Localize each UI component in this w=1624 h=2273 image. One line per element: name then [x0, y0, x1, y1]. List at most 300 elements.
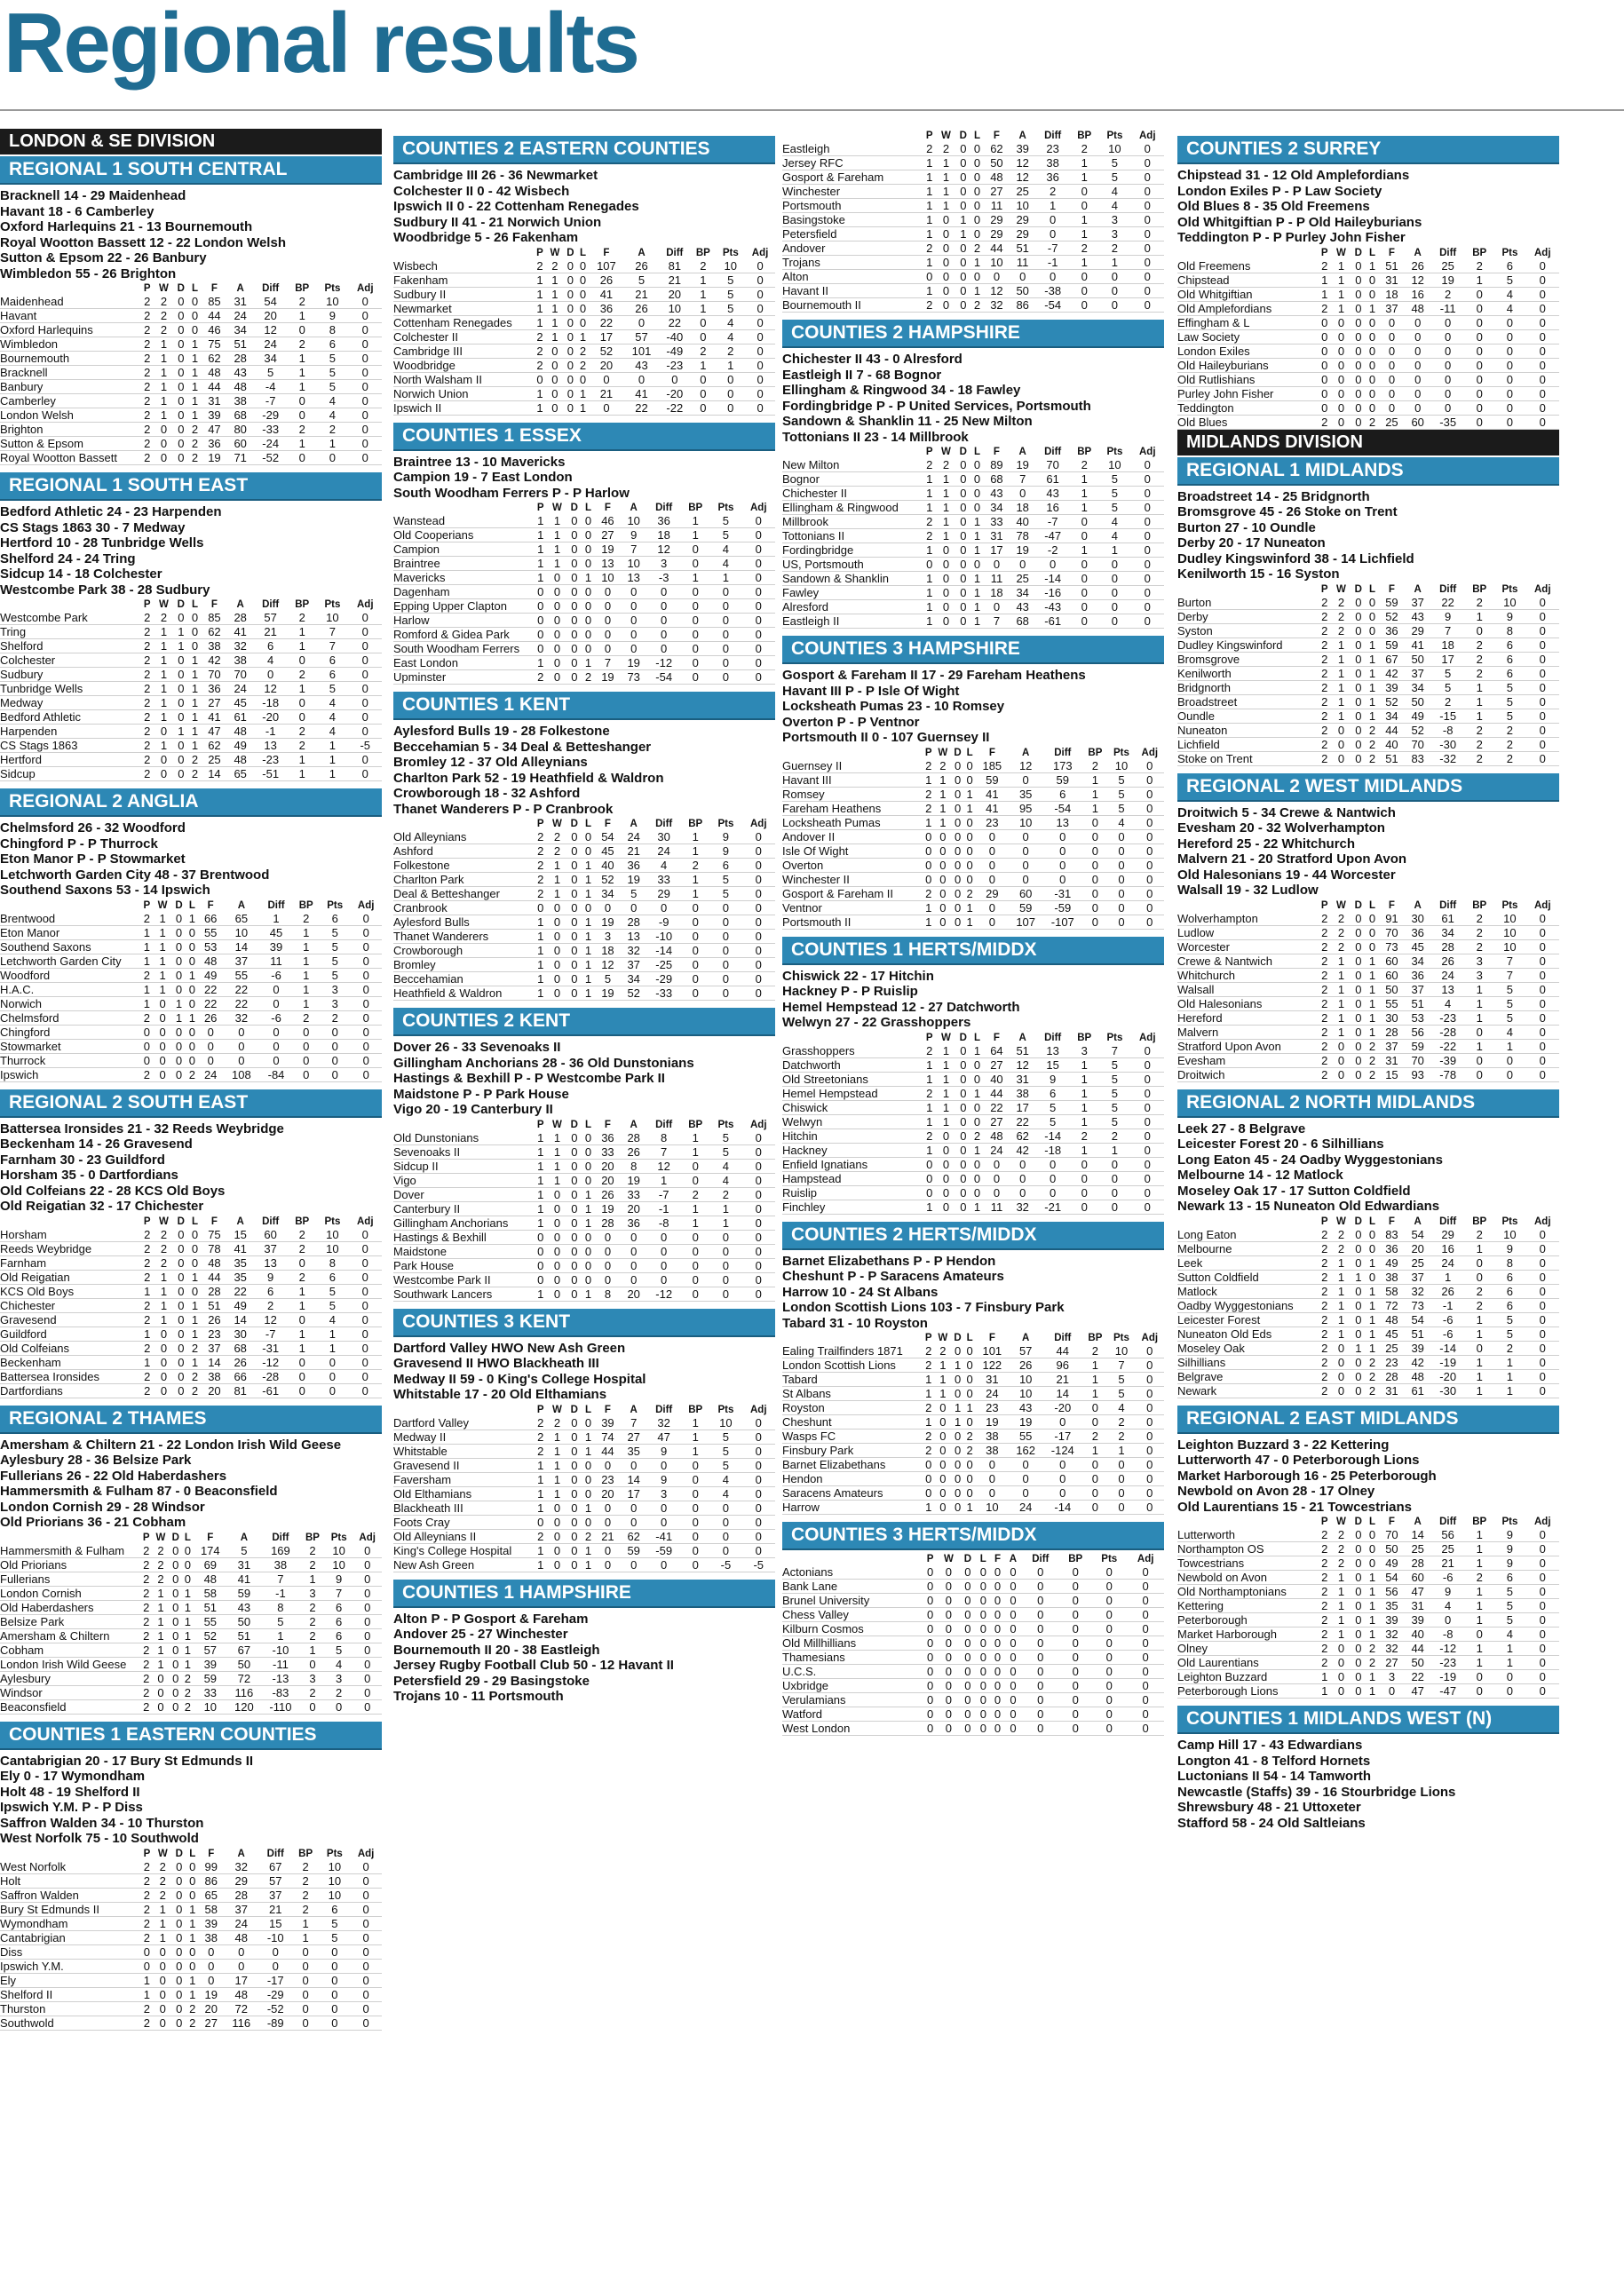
- stat-cell: 2: [140, 1614, 152, 1628]
- stat-cell: 0: [1059, 1707, 1091, 1722]
- stat-cell: -110: [261, 1699, 300, 1714]
- stat-cell: 1: [1070, 213, 1098, 227]
- stat-cell: 1: [1098, 543, 1130, 558]
- stat-cell: 0: [937, 1200, 956, 1214]
- stat-cell: 0: [1493, 1684, 1525, 1699]
- result-line: Lutterworth 47 - 0 Peterborough Lions: [1177, 1453, 1420, 1468]
- league-table: [1177, 1517, 1559, 1699]
- stat-cell: 36: [1405, 925, 1430, 939]
- stat-cell: 1: [1366, 694, 1379, 709]
- stat-cell: 1: [154, 1298, 174, 1312]
- stat-cell: 0: [1465, 1341, 1493, 1355]
- team-name: Lichfield: [1177, 737, 1318, 751]
- stat-cell: 5: [1493, 680, 1525, 694]
- stat-cell: 37: [1405, 1270, 1430, 1284]
- stat-cell: 0: [742, 1430, 776, 1444]
- team-name: Teddington: [1177, 400, 1318, 415]
- column-header: BP: [295, 283, 310, 294]
- stat-cell: 0: [1005, 1594, 1022, 1608]
- table-row: [0, 767, 382, 781]
- table-row: [0, 739, 382, 753]
- stat-cell: 0: [546, 400, 564, 415]
- stat-cell: 1: [937, 1044, 956, 1058]
- stat-cell: 18: [1430, 638, 1465, 652]
- stat-cell: 0: [154, 1383, 174, 1398]
- table-row: [782, 1693, 1164, 1707]
- stat-cell: 1: [154, 696, 174, 710]
- team-name: Saffron Walden: [0, 1888, 140, 1902]
- stat-cell: 31: [1405, 1599, 1430, 1613]
- stat-cell: 0: [1351, 652, 1366, 666]
- table-header-row: [1177, 900, 1559, 912]
- stat-cell: 1: [1332, 1599, 1351, 1613]
- stat-cell: 0: [1318, 329, 1332, 344]
- stat-cell: 1: [534, 301, 546, 315]
- stat-cell: 2: [1318, 1613, 1332, 1628]
- stat-cell: 1: [548, 859, 567, 873]
- stat-cell: 1: [534, 656, 548, 670]
- table-row: [782, 900, 1164, 915]
- stat-cell: 0: [577, 301, 589, 315]
- team-name: Stowmarket: [0, 1039, 140, 1053]
- stat-cell: 0: [1136, 801, 1164, 815]
- stat-cell: 7: [316, 625, 348, 639]
- table-header-row: [782, 1554, 1164, 1565]
- results-list: [782, 969, 1164, 1031]
- result-line: Ely 0 - 17 Wymondham: [0, 1769, 146, 1784]
- stat-cell: 0: [646, 901, 681, 915]
- stat-cell: 0: [1136, 1458, 1164, 1472]
- table-row: [0, 394, 382, 408]
- column-header: A: [237, 1848, 245, 1859]
- team-name: Camberley: [0, 394, 140, 408]
- stat-cell: 0: [566, 614, 582, 628]
- stat-cell: 0: [172, 954, 186, 968]
- stat-cell: 0: [564, 372, 577, 386]
- stat-cell: 38: [1035, 156, 1070, 170]
- stat-cell: 0: [582, 599, 595, 614]
- stat-cell: 0: [984, 1185, 1010, 1200]
- stat-cell: 2: [140, 1255, 154, 1270]
- stat-cell: 2: [1366, 751, 1379, 765]
- result-line: Sudbury II 41 - 21 Norwich Union: [393, 214, 602, 230]
- stat-cell: 1: [534, 1131, 548, 1145]
- stat-cell: 0: [566, 1430, 582, 1444]
- stat-cell: 0: [188, 1228, 202, 1242]
- stat-cell: 1: [923, 487, 937, 501]
- stat-cell: 2: [300, 1557, 325, 1572]
- stat-cell: 1: [548, 1472, 567, 1486]
- stat-cell: 3: [300, 1586, 325, 1600]
- stat-cell: 0: [742, 1529, 776, 1543]
- stat-cell: 1: [1493, 1642, 1525, 1656]
- stat-cell: 0: [1070, 1185, 1098, 1200]
- stat-cell: 1: [534, 930, 548, 944]
- stat-cell: 1: [709, 571, 741, 585]
- stat-cell: 59: [1379, 596, 1405, 610]
- stat-cell: -47: [1035, 529, 1070, 543]
- stat-cell: 0: [681, 1287, 709, 1301]
- team-name: Jersey RFC: [782, 156, 923, 170]
- column-header: Adj: [356, 1216, 374, 1227]
- stat-cell: 1: [951, 1358, 963, 1373]
- stat-cell: 0: [937, 213, 956, 227]
- stat-cell: 0: [173, 323, 188, 337]
- results-list: [1177, 1738, 1559, 1831]
- stat-cell: 2: [140, 611, 154, 625]
- stat-cell: 0: [1366, 358, 1379, 372]
- column-header: A: [1009, 1554, 1018, 1564]
- team-name: Finsbury Park: [782, 1444, 923, 1458]
- stat-cell: 0: [566, 887, 582, 901]
- results-list: [1177, 489, 1559, 582]
- stat-cell: 0: [1351, 723, 1366, 737]
- stat-cell: 32: [224, 1860, 259, 1874]
- result-line: Bromsgrove 45 - 26 Stoke on Trent: [1177, 504, 1398, 519]
- stat-cell: 0: [1042, 843, 1082, 858]
- table-row: [393, 571, 775, 585]
- stat-cell: 0: [955, 298, 970, 313]
- team-name: Leek: [1177, 1255, 1318, 1270]
- column-header: D: [1354, 583, 1362, 595]
- table-row: [0, 1916, 382, 1930]
- stat-cell: 1: [923, 256, 937, 270]
- stat-cell: 0: [742, 873, 776, 887]
- stat-cell: 39: [595, 1416, 621, 1430]
- stat-cell: 2: [152, 1572, 169, 1586]
- stat-cell: 0: [923, 1707, 938, 1722]
- result-line: Sandown & Shanklin 11 - 25 New Milton: [782, 414, 1033, 429]
- stat-cell: 0: [1131, 242, 1165, 256]
- stat-cell: 0: [709, 642, 741, 656]
- stat-cell: 0: [964, 843, 976, 858]
- stat-cell: 8: [316, 1255, 348, 1270]
- stat-cell: 37: [259, 1888, 292, 1902]
- stat-cell: 0: [1332, 1039, 1351, 1053]
- stat-cell: 0: [742, 543, 776, 557]
- stat-cell: 0: [1526, 709, 1560, 723]
- stat-cell: 0: [582, 1486, 595, 1501]
- team-name: Shelford II: [0, 1987, 140, 2001]
- stat-cell: 1: [182, 1614, 194, 1628]
- stat-cell: 0: [548, 1187, 567, 1201]
- stat-cell: 2: [1465, 723, 1493, 737]
- stat-cell: 0: [1091, 1651, 1127, 1665]
- stat-cell: 44: [1042, 1344, 1082, 1358]
- result-line: Burton 27 - 10 Oundle: [1177, 519, 1316, 535]
- column-header: P: [1320, 899, 1328, 911]
- stat-cell: 10: [975, 1501, 1009, 1515]
- stat-cell: 4: [1430, 1599, 1465, 1613]
- stat-cell: 0: [288, 323, 316, 337]
- stat-cell: 1: [154, 954, 172, 968]
- stat-cell: 0: [173, 1327, 188, 1341]
- stat-cell: 0: [742, 1416, 776, 1430]
- stat-cell: 0: [934, 886, 951, 900]
- stat-cell: 0: [1070, 1171, 1098, 1185]
- stat-cell: 0: [1526, 1369, 1560, 1383]
- stat-cell: 0: [742, 670, 776, 685]
- results-list: [1177, 1437, 1559, 1516]
- stat-cell: 0: [292, 1987, 320, 2001]
- stat-cell: 5: [1430, 680, 1465, 694]
- result-line: Chichester II 43 - 0 Alresford: [782, 352, 963, 367]
- stat-cell: 48: [984, 1129, 1010, 1143]
- stat-cell: 0: [1131, 543, 1165, 558]
- stat-cell: 0: [1091, 1594, 1127, 1608]
- stat-cell: 0: [534, 1258, 548, 1272]
- stat-cell: 0: [173, 408, 188, 423]
- column-header: Pts: [326, 1848, 343, 1859]
- stat-cell: 0: [1351, 273, 1366, 287]
- stat-cell: -124: [1042, 1444, 1082, 1458]
- stat-cell: -1: [1035, 256, 1070, 270]
- stat-cell: 0: [1379, 372, 1405, 386]
- stat-cell: 0: [970, 170, 984, 185]
- stat-cell: 0: [199, 1959, 224, 1973]
- stat-cell: 1: [1465, 1656, 1493, 1670]
- stat-cell: 0: [1136, 872, 1164, 886]
- stat-cell: 1: [534, 1159, 548, 1173]
- stat-cell: 2: [534, 887, 548, 901]
- stat-cell: 39: [1379, 680, 1405, 694]
- stat-cell: 0: [350, 1860, 382, 1874]
- stat-cell: 1: [923, 1143, 937, 1157]
- stat-cell: 5: [320, 939, 350, 954]
- stat-cell: 1: [292, 1916, 320, 1930]
- stat-cell: 0: [1526, 652, 1560, 666]
- table-row: [782, 170, 1164, 185]
- stat-cell: -23: [1430, 1656, 1465, 1670]
- stat-cell: -8: [1430, 723, 1465, 737]
- result-line: Old Whitgiftian P - P Old Haileyburians: [1177, 214, 1422, 230]
- column-header: Adj: [1137, 1554, 1154, 1564]
- stat-cell: 53: [1405, 1010, 1430, 1025]
- stat-cell: 0: [1136, 1358, 1164, 1373]
- stat-cell: 0: [1005, 1651, 1022, 1665]
- table-header-row: [393, 819, 775, 830]
- table-row: [1177, 1369, 1559, 1383]
- stat-cell: 0: [742, 1258, 776, 1272]
- column-header: P: [536, 247, 543, 258]
- stat-cell: 1: [534, 1543, 548, 1557]
- stat-cell: 0: [621, 901, 646, 915]
- table-row: [782, 801, 1164, 815]
- column-header: P: [143, 899, 151, 911]
- result-line: Farnham 30 - 23 Guildford: [0, 1152, 165, 1168]
- stat-cell: 4: [1430, 996, 1465, 1010]
- table-row: [782, 915, 1164, 929]
- stat-cell: 0: [745, 301, 775, 315]
- team-name: Barnet Elizabethans: [782, 1458, 923, 1472]
- stat-cell: 1: [546, 287, 564, 301]
- stat-cell: 2: [1318, 1628, 1332, 1642]
- stat-cell: 1: [534, 571, 548, 585]
- stat-cell: 0: [173, 1355, 188, 1369]
- table-row: [782, 1486, 1164, 1501]
- table-row: [1177, 1585, 1559, 1599]
- column-header: Adj: [1533, 247, 1551, 258]
- table-row: [782, 270, 1164, 284]
- stat-cell: 5: [1493, 709, 1525, 723]
- stat-cell: 1: [188, 337, 202, 352]
- team-name: West London: [782, 1722, 923, 1736]
- stat-cell: 7: [325, 1586, 353, 1600]
- stat-cell: -31: [1042, 886, 1082, 900]
- stat-cell: -8: [1430, 1628, 1465, 1642]
- stat-cell: 0: [1351, 358, 1366, 372]
- stat-cell: 1: [1366, 1312, 1379, 1327]
- column-header: BP: [1472, 247, 1487, 258]
- column-header: D: [570, 503, 578, 513]
- stat-cell: 22: [198, 982, 223, 996]
- stat-cell: 49: [227, 1298, 253, 1312]
- stat-cell: 0: [223, 1053, 260, 1067]
- stat-cell: 1: [582, 1201, 595, 1216]
- stat-cell: 2: [188, 423, 202, 437]
- stat-cell: -14: [1035, 572, 1070, 586]
- stat-cell: 0: [937, 543, 956, 558]
- table-header-row: [0, 1849, 382, 1860]
- column-header: F: [1388, 1216, 1395, 1227]
- result-line: Evesham 20 - 32 Wolverhampton: [1177, 820, 1385, 836]
- stat-cell: 0: [960, 1622, 977, 1636]
- stat-cell: 70: [1379, 1528, 1405, 1542]
- stat-cell: 0: [1405, 358, 1430, 372]
- stat-cell: 1: [923, 772, 934, 787]
- stat-cell: 0: [1351, 1327, 1366, 1341]
- stat-cell: 2: [300, 1685, 325, 1699]
- stat-cell: 23: [595, 1472, 621, 1486]
- column-header: D: [177, 599, 185, 610]
- table-row: [0, 1888, 382, 1902]
- result-line: London Exiles P - P Law Society: [1177, 183, 1382, 199]
- stat-cell: 0: [621, 642, 646, 656]
- table-row: [393, 859, 775, 873]
- stat-cell: 0: [1059, 1651, 1091, 1665]
- stat-cell: -43: [1035, 600, 1070, 614]
- column-header: L: [979, 1554, 986, 1564]
- stat-cell: 1: [1332, 954, 1351, 968]
- column-header: F: [993, 1032, 1000, 1043]
- table-row: [0, 1671, 382, 1685]
- stat-cell: 50: [227, 1657, 261, 1671]
- stat-cell: 1: [1465, 609, 1493, 623]
- stat-cell: 1: [154, 1312, 174, 1327]
- stat-cell: 0: [292, 1053, 320, 1067]
- stat-cell: 0: [1332, 1670, 1351, 1684]
- stat-cell: 6: [320, 912, 350, 926]
- stat-cell: 0: [951, 886, 963, 900]
- column-header: W: [1336, 583, 1346, 595]
- stat-cell: 0: [349, 1284, 383, 1298]
- stat-cell: 0: [1131, 586, 1165, 600]
- stat-cell: 14: [202, 1355, 227, 1369]
- stat-cell: 1: [152, 1643, 169, 1657]
- stat-cell: 49: [227, 739, 253, 753]
- stat-cell: 0: [170, 1643, 183, 1657]
- stat-cell: 2: [1318, 912, 1332, 926]
- stat-cell: 0: [1131, 487, 1165, 501]
- stat-cell: 52: [595, 873, 621, 887]
- stat-cell: 0: [288, 1369, 316, 1383]
- stat-cell: 0: [1526, 1613, 1560, 1628]
- table-row: [1177, 329, 1559, 344]
- stat-cell: -29: [259, 1987, 292, 2001]
- stat-cell: 1: [1332, 1613, 1351, 1628]
- stat-cell: -30: [1430, 1383, 1465, 1398]
- stat-cell: 0: [1493, 329, 1525, 344]
- table-row: [782, 1114, 1164, 1129]
- column-header: Diff: [655, 1119, 673, 1130]
- stat-cell: 1: [546, 315, 564, 329]
- team-name: Eton Manor: [0, 925, 140, 939]
- stat-cell: 1: [955, 213, 970, 227]
- stat-cell: 74: [595, 1430, 621, 1444]
- stat-cell: 0: [742, 628, 776, 642]
- table-row: [1177, 1255, 1559, 1270]
- table-row: [393, 1486, 775, 1501]
- stat-cell: 1: [188, 352, 202, 366]
- header-blank: [0, 1216, 140, 1228]
- result-line: Havant III P - P Isle Of Wight: [782, 683, 960, 699]
- team-name: Peterborough: [1177, 1613, 1318, 1628]
- stat-cell: 0: [1082, 915, 1107, 929]
- stat-cell: 0: [1351, 1369, 1366, 1383]
- stat-cell: 0: [951, 815, 963, 829]
- stat-cell: 34: [253, 352, 288, 366]
- table-row: [782, 1157, 1164, 1171]
- column-header: P: [924, 1333, 932, 1343]
- stat-cell: 21: [1430, 1556, 1465, 1571]
- stat-cell: 0: [1070, 1157, 1098, 1171]
- stat-cell: 1: [970, 586, 984, 600]
- stat-cell: 0: [975, 1472, 1009, 1486]
- result-line: Moseley Oak 17 - 17 Sutton Coldfield: [1177, 1183, 1411, 1199]
- column-header: F: [988, 1333, 995, 1343]
- stat-cell: 2: [1493, 751, 1525, 765]
- stat-cell: 2: [1107, 1430, 1135, 1444]
- stat-cell: -6: [260, 968, 293, 982]
- result-line: Chiswick 22 - 17 Hitchin: [782, 968, 934, 984]
- team-name: Enfield Ignatians: [782, 1157, 923, 1171]
- stat-cell: 0: [170, 1614, 183, 1628]
- stat-cell: 0: [990, 1636, 1004, 1651]
- stat-cell: 5: [709, 1458, 741, 1472]
- result-line: Teddington P - P Purley John Fisher: [1177, 230, 1406, 245]
- stat-cell: 0: [564, 400, 577, 415]
- stat-cell: 2: [1318, 709, 1332, 723]
- stat-cell: 5: [1493, 1010, 1525, 1025]
- stat-cell: 5: [320, 954, 350, 968]
- table-header-row: [0, 599, 382, 611]
- stat-cell: 51: [1010, 1044, 1035, 1058]
- stat-cell: 6: [1493, 1270, 1525, 1284]
- stat-cell: 2: [292, 1888, 320, 1902]
- stat-cell: 4: [316, 408, 348, 423]
- stat-cell: 0: [353, 1671, 382, 1685]
- stat-cell: 19: [1010, 543, 1035, 558]
- stat-cell: 0: [1465, 1025, 1493, 1039]
- stat-cell: 0: [937, 227, 956, 242]
- stat-cell: 1: [154, 912, 172, 926]
- stat-cell: 0: [976, 1693, 990, 1707]
- table-row: [393, 1287, 775, 1301]
- stat-cell: 10: [320, 1860, 351, 1874]
- stat-cell: -40: [659, 329, 690, 344]
- team-name: Leighton Buzzard: [1177, 1670, 1318, 1684]
- stat-cell: 2: [1318, 751, 1332, 765]
